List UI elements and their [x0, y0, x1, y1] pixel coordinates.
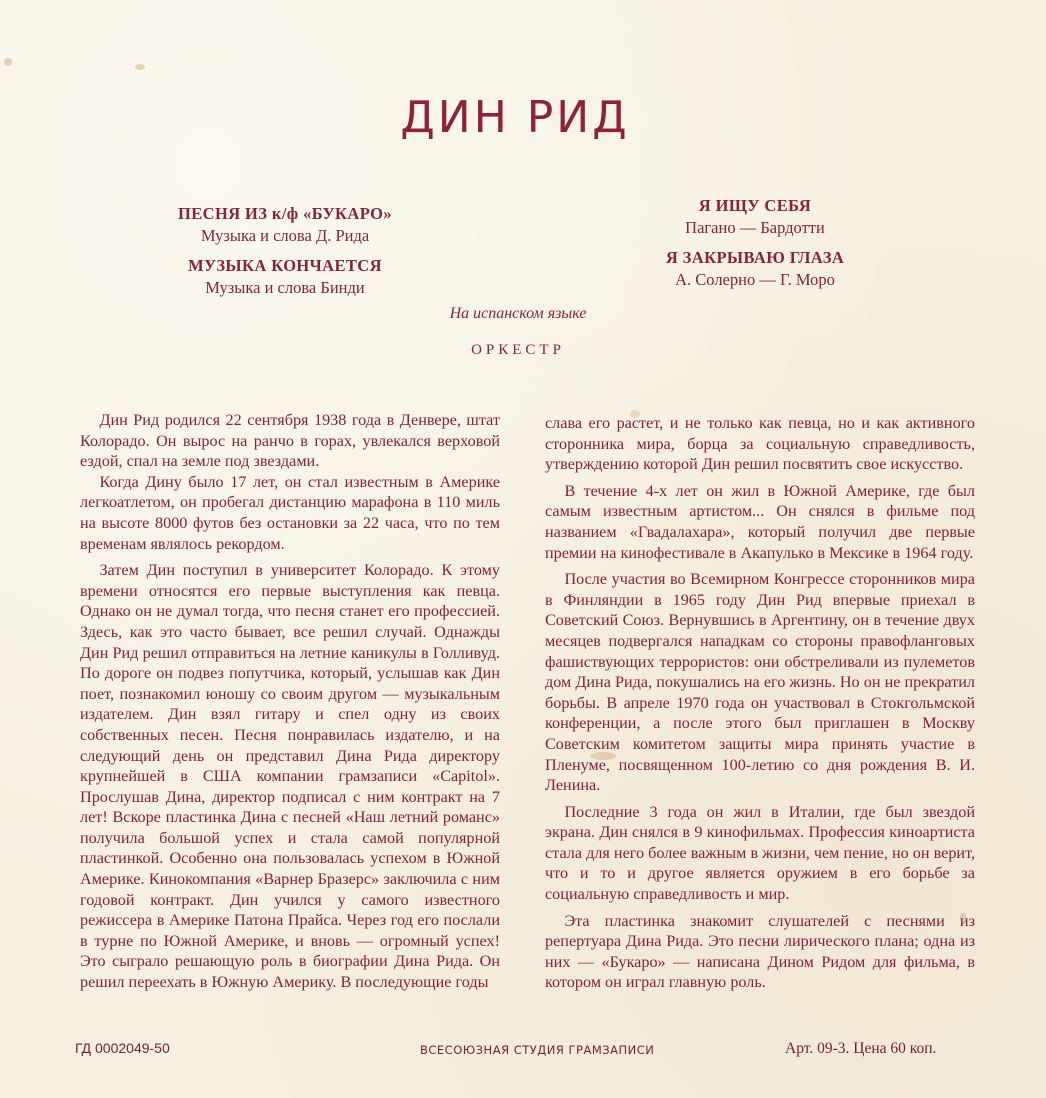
paragraph: Последние 3 года он жил в Италии, где был звездой экрана. Дин снялся в 9 кинофильмах. Профессия киноартиста стала для него более важным в жизни, чем пение, но он верит, что и то и другое является оружием в его борьбе за социальную справедливость и мир. — [545, 802, 975, 904]
paragraph: Эта пластинка знакомит слушателей с песнями из репертуара Дина Рида. Это песни лирического плана; одна из них — «Букаро» — написана Дином Ридом для фильма, в котором он играл главную роль. — [545, 911, 975, 992]
biography-column-left — [80, 410, 500, 993]
studio-name: ВСЕСОЮЗНАЯ СТУДИЯ ГРАМЗАПИСИ — [420, 1043, 655, 1057]
paragraph: Дин Рид родился 22 сентября 1938 года в Денвере, штат Колорадо. Он вырос на ранчо в горах, увлекался верховой ездой, спал на земле под звездами. — [80, 411, 500, 471]
songs-side-b — [630, 195, 880, 299]
stain — [4, 58, 12, 66]
song-credit: А. Солерно — Г. Моро — [675, 270, 835, 289]
song-title: ПЕСНЯ ИЗ к/ф «БУКАРО» — [178, 204, 392, 223]
biography-column-right — [545, 413, 975, 993]
language-note: На испанском языке — [449, 305, 587, 322]
song-credit: Музыка и слова Д. Рида — [200, 226, 370, 245]
paragraph: слава его растет, и не только как певца, но и как активного сторонника мира, борца за социальную справедливость, утверждению которой Дин решил посвятить свое искусство. — [545, 414, 975, 474]
paragraph: Затем Дин поступил в университет Колорадо. К этому времени относятся его первые выступления как певца. Однако он не думал тогда, что песня станет его профессией. Здесь, как это часто бывает, все решил случай. Однажды Дин Рид решил отправиться на летние каникулы в Голливуд. По дороге он подвез попутчика, который, услышав как Дин поет, познакомил юношу со своим другом — музыкальным издателем. Дин взял гитару и спел одну из своих собственных песен. Песня понравилась издателю, и на следующий день он представил Дина Рида директору крупнейшей в США компании грамзаписи «Capitol». Прослушав Дина, директор подписал с ним контракт на 7 лет! Вскоре пластинка Дина с песней «Наш летний романс» получила большой успех и стала самой популярной пластинкой. Особенно она пользовалась успехом в Южной Америке. Кинокомпания «Варнер Бразерс» заключила с ним годовой контракт. Дин учился у самого известного режиссера в Америке Патона Прайса. Через год его послали в турне по Южной Америке, и вновь — огромный успех! Это сыграло решающую роль в биографии Дина Рида. Он решил переехать в Южную Америку. В последующие годы — [80, 561, 500, 992]
song-title: МУЗЫКА КОНЧАЕТСЯ — [188, 256, 382, 275]
catalog-code: ГД 0002049-50 — [75, 1040, 170, 1056]
song-credit: Музыка и слова Бинди — [205, 278, 365, 297]
songs-side-a — [140, 203, 430, 307]
page-title: ДИН РИД — [400, 92, 630, 143]
stain — [135, 64, 145, 70]
song-title: Я ЗАКРЫВАЮ ГЛАЗА — [665, 248, 845, 267]
orchestra-label: ОРКЕСТР — [471, 342, 565, 358]
paragraph: В течение 4-х лет он жил в Южной Америке, где был самым известным артистом... Он снялся в фильме под названием «Гвадалахара», который получил две первые премии на кинофестивале в Акапулько в Мексике в 1964 году. — [545, 481, 975, 562]
paragraph: После участия во Всемирном Конгрессе сторонников мира в Финляндии в 1965 году Дин Рид впервые приехал в Советский Союз. Вернувшись в Аргентину, он в течение двух месяцев подвергался нападкам со стороны правофланговых фашиствующих террористов: они обстреливали из пулеметов дом Дина Рида, покушались на его жизнь. Но он не прекратил борьбы. В апреле 1970 года он участвовал в Стокгольмской конференции, а после этого был приглашен в Москву Советским комитетом защиты мира принять участие в Пленуме, посвященном 100-летию со дня рождения В. И. Ленина. — [545, 570, 975, 795]
paragraph: Когда Дину было 17 лет, он стал известным в Америке легкоатлетом, он пробегал дистанцию марафона в 110 миль на высоте 8000 футов без остановки за 22 часа, что по тем временам являлось рекордом. — [80, 472, 500, 553]
song-credit: Пагано — Бардотти — [685, 218, 825, 237]
song-title: Я ИЩУ СЕБЯ — [698, 196, 812, 215]
price-label: Арт. 09-3. Цена 60 коп. — [785, 1040, 937, 1057]
